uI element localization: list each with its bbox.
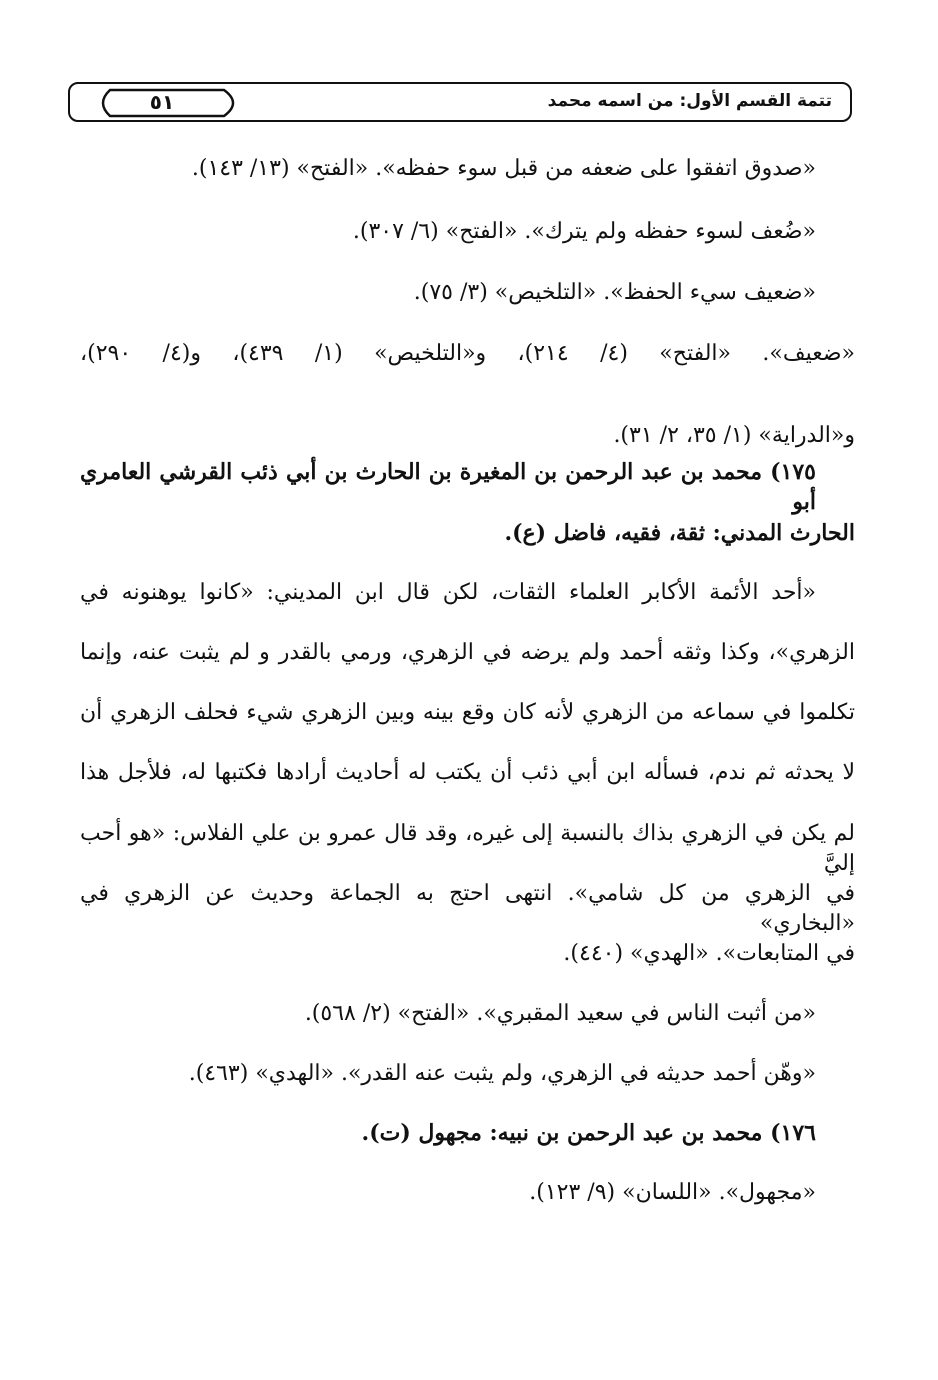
header-title: تتمة القسم الأول: من اسمه محمد [547, 91, 832, 111]
text-line: «صدوق اتفقوا على ضعفه من قبل سوء حفظه». «الفتح» (١٣/ ١٤٣). [191, 156, 816, 181]
text-line: و«الدراية» (١/ ٣٥، ٢/ ٣١). [613, 423, 855, 448]
text-line: «وهّن أحمد حديثه في الزهري، ولم يثبت عنه القدر». «الهدي» (٤٦٣). [188, 1061, 816, 1086]
text-line: «أحد الأئمة الأكابر العلماء الثقات، لكن قال ابن المديني: «كانوا يوهنونه في [80, 580, 816, 605]
text-line: «مجهول». «اللسان» (٩/ ١٢٣). [529, 1180, 816, 1205]
text-line: في الزهري من كل شامي». انتهى احتج به الجماعة وحديث عن الزهري في «البخاري» [80, 881, 855, 936]
text-line: «ضعيف سيء الحفظ». «التلخيص» (٣/ ٧٥). [413, 280, 816, 305]
text-line: لا يحدثه ثم ندم، فسأله ابن أبي ذئب أن يكتب له أحاديث أرادها فكتبها له، فلأجل هذا [80, 760, 855, 785]
text-line: في المتابعات». «الهدي» (٤٤٠). [563, 941, 855, 966]
text-line: لم يكن في الزهري بذاك بالنسبة إلى غيره، وقد قال عمرو بن علي الفلاس: «هو أحب إليَّ [80, 821, 855, 876]
page-header [68, 82, 852, 122]
text-line: «ضعيف». «الفتح» (٤/ ٢١٤)، و«التلخيص» (١/ ٤٣٩)، و(٤/ ٢٩٠)، [80, 341, 855, 366]
entry-heading-line: الحارث المدني: ثقة، فقيه، فاضل (ع). [504, 520, 855, 546]
entry-heading-line: ١٧٥) محمد بن عبد الرحمن بن المغيرة بن الحارث بن أبي ذئب القرشي العامري أبو [80, 459, 816, 515]
text-line: تكلموا في سماعه من الزهري لأنه كان وقع بينه وبين الزهري شيء فحلف الزهري أن [80, 700, 855, 725]
page-number-badge [92, 88, 242, 116]
text-line: الزهري»، وكذا وثقه أحمد ولم يرضه في الزهري، ورمي بالقدر و لم يثبت عنه، وإنما [80, 640, 855, 665]
text-line: «ضُعف لسوء حفظه ولم يترك». «الفتح» (٦/ ٣٠٧). [352, 219, 816, 244]
text-line: «من أثبت الناس في سعيد المقبري». «الفتح» (٢/ ٥٦٨). [304, 1001, 816, 1026]
page-number: ٥١ [149, 90, 175, 114]
entry-heading-line: ١٧٦) محمد بن عبد الرحمن بن نبيه: مجهول (ت). [361, 1120, 816, 1146]
